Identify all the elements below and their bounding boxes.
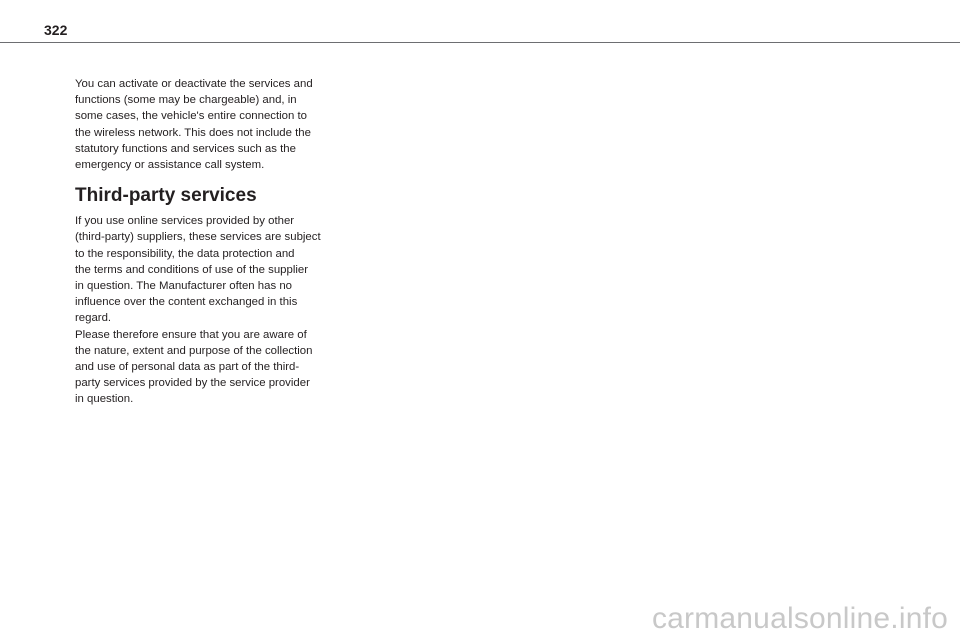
body-line: in question. The Manufacturer often has no [75,280,292,293]
body-line: influence over the content exchanged in this [75,296,298,309]
watermark: carmanualsonline.info [651,602,948,635]
text-column [75,76,343,408]
body-line: in question. [75,393,134,406]
intro-paragraph [75,76,343,173]
page-number: 322 [44,22,68,38]
body-line: If you use online services provided by other [75,215,295,228]
intro-line: some cases, the vehicle's entire connection to [75,110,308,123]
body-line: the nature, extent and purpose of the collection [75,344,313,357]
body-line: (third-party) suppliers, these services are subject [75,231,321,244]
intro-line: statutory functions and services such as the [75,142,296,155]
intro-line: You can activate or deactivate the services and [75,78,313,90]
intro-line: the wireless network. This does not include the [75,126,311,139]
body-line: regard. [75,312,112,325]
body-line: and use of personal data as part of the third- [75,361,300,374]
body-line: Please therefore ensure that you are aware of [75,328,307,341]
body-line: the terms and conditions of use of the supplier [75,263,309,276]
body-line: party services provided by the service provider [75,377,310,390]
body-line: to the responsibility, the data protection and [75,247,295,260]
intro-line: emergency or assistance call system. [75,159,265,172]
intro-line: functions (some may be chargeable) and, in [75,94,297,107]
section-body [75,213,343,407]
section-heading: Third-party services [75,185,257,207]
header-rule [0,42,960,43]
